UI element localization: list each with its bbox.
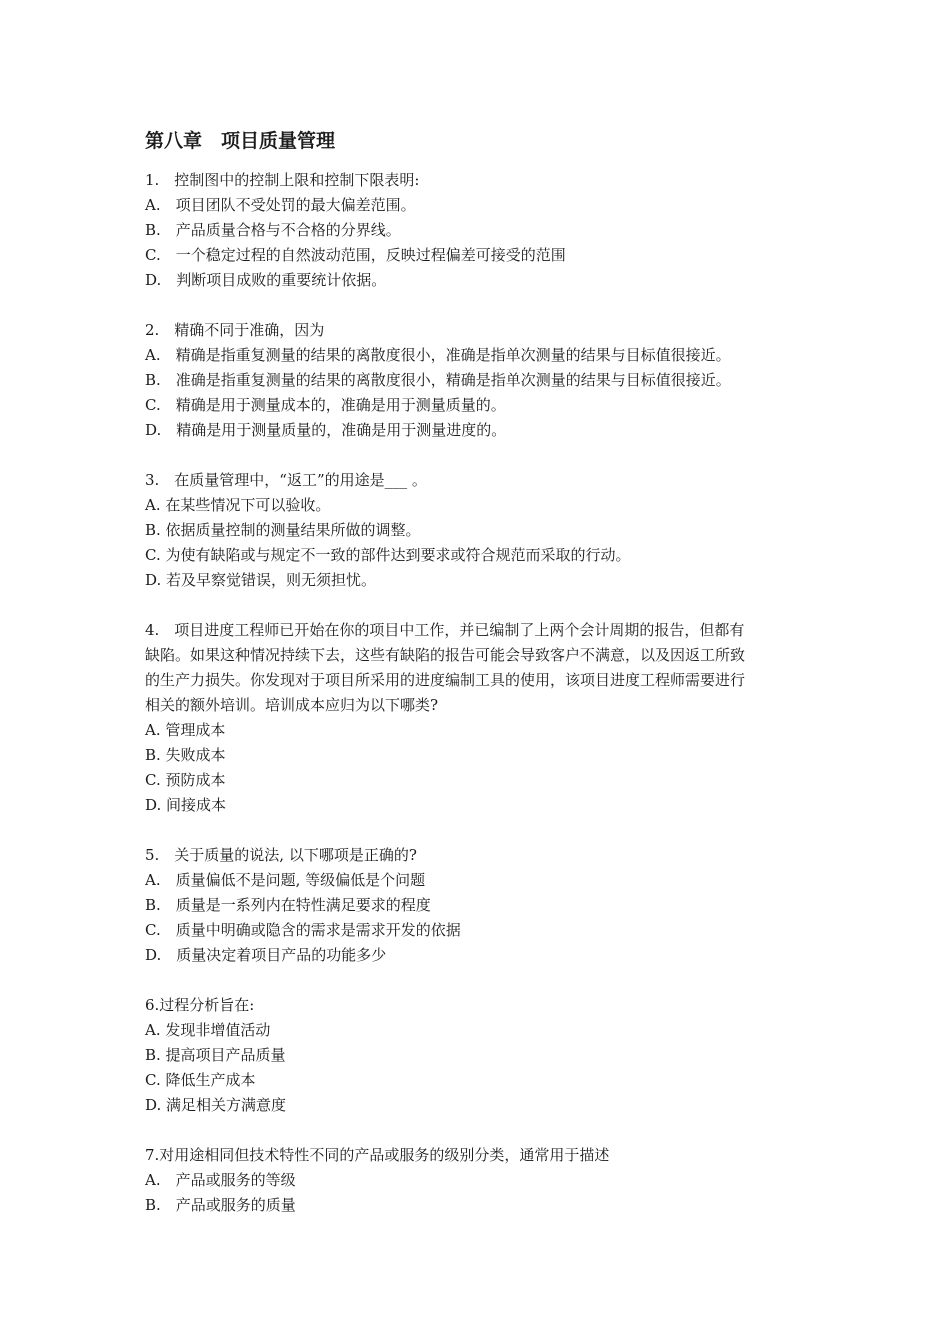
question-stem: 7.对用途相同但技术特性不同的产品或服务的级别分类，通常用于描述 <box>145 1146 610 1164</box>
answer-option: A. 质量偏低不是问题, 等级偏低是个问题 <box>145 871 426 889</box>
answer-option: B. 失败成本 <box>145 746 226 764</box>
question-stem: 2. 精确不同于准确，因为 <box>145 321 325 339</box>
answer-option: D. 若及早察觉错误，则无须担忧。 <box>145 571 377 589</box>
question-stem: 6.过程分析旨在: <box>145 996 255 1014</box>
answer-option: C. 精确是用于测量成本的，准确是用于测量质量的。 <box>145 396 506 414</box>
question-stem: 的生产力损失。你发现对于项目所采用的进度编制工具的使用，该项目进度工程师需要进行 <box>145 671 746 689</box>
answer-option: A. 发现非增值活动 <box>145 1021 271 1039</box>
answer-option: B. 依据质量控制的测量结果所做的调整。 <box>145 521 421 539</box>
answer-option: C. 为使有缺陷或与规定不一致的部件达到要求或符合规范而采取的行动。 <box>145 546 631 564</box>
answer-option: A. 管理成本 <box>145 721 226 739</box>
answer-option: C. 降低生产成本 <box>145 1071 256 1089</box>
question-stem: 1. 控制图中的控制上限和控制下限表明: <box>145 171 420 189</box>
answer-option: B. 产品或服务的质量 <box>145 1196 296 1214</box>
answer-option: D. 判断项目成败的重要统计依据。 <box>145 271 387 289</box>
answer-option: D. 质量决定着项目产品的功能多少 <box>145 946 387 964</box>
question-stem: 缺陷。如果这种情况持续下去，这些有缺陷的报告可能会导致客户不满意，以及因返工所致 <box>145 646 746 664</box>
answer-option: D. 满足相关方满意度 <box>145 1096 287 1114</box>
question-stem: 4. 项目进度工程师已开始在你的项目中工作，并已编制了上两个会计周期的报告，但都有 <box>145 621 745 639</box>
question-stem: 5. 关于质量的说法, 以下哪项是正确的? <box>145 846 417 864</box>
answer-option: A. 项目团队不受处罚的最大偏差范围。 <box>145 196 416 214</box>
answer-option: C. 预防成本 <box>145 771 226 789</box>
answer-option: C. 质量中明确或隐含的需求是需求开发的依据 <box>145 921 461 939</box>
answer-option: D. 间接成本 <box>145 796 227 814</box>
answer-option: B. 提高项目产品质量 <box>145 1046 286 1064</box>
answer-option: A. 精确是指重复测量的结果的离散度很小，准确是指单次测量的结果与目标值很接近。 <box>145 346 731 364</box>
question-stem: 3. 在质量管理中，“返工”的用途是___ 。 <box>145 471 427 489</box>
question-stem: 相关的额外培训。培训成本应归为以下哪类? <box>145 696 439 714</box>
answer-option: A. 在某些情况下可以验收。 <box>145 496 331 514</box>
chapter-title: 第八章 项目质量管理 <box>145 130 336 152</box>
answer-option: D. 精确是用于测量质量的，准确是用于测量进度的。 <box>145 421 507 439</box>
answer-option: B. 准确是指重复测量的结果的离散度很小，精确是指单次测量的结果与目标值很接近。 <box>145 371 731 389</box>
answer-option: C. 一个稳定过程的自然波动范围，反映过程偏差可接受的范围 <box>145 246 566 264</box>
answer-option: B. 产品质量合格与不合格的分界线。 <box>145 221 401 239</box>
answer-option: B. 质量是一系列内在特性满足要求的程度 <box>145 896 431 914</box>
answer-option: A. 产品或服务的等级 <box>145 1171 296 1189</box>
